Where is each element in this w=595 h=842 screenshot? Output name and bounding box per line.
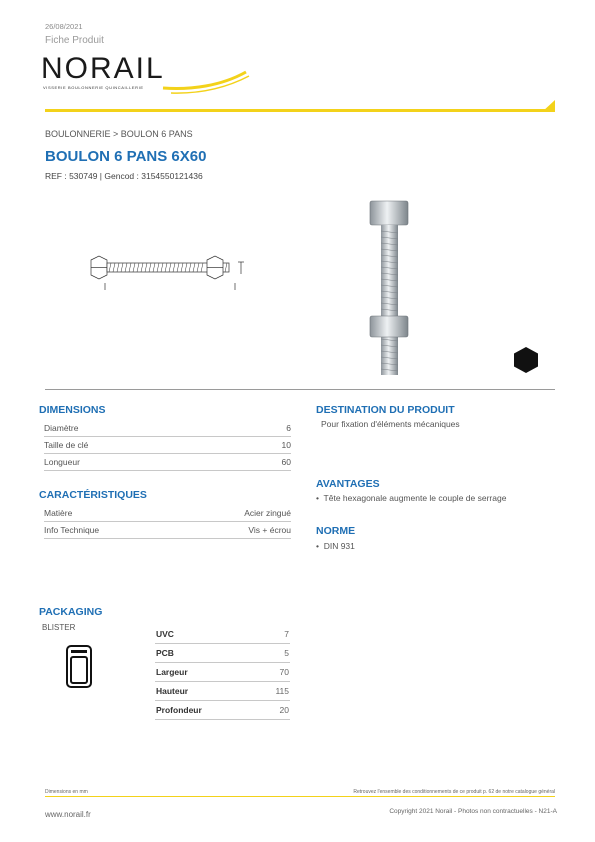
packaging-type: BLISTER [42, 623, 76, 632]
norme-text: DIN 931 [323, 541, 355, 551]
packaging-table [155, 625, 290, 720]
dimension-label: Taille de clé [44, 437, 248, 454]
caracteristique-label: Info Technique [44, 522, 178, 539]
table-row [155, 644, 290, 663]
bullet-glyph: • [316, 541, 324, 551]
logo-swoosh-icon [161, 60, 251, 96]
product-photo [355, 195, 425, 380]
document-type: Fiche Produit [45, 35, 104, 46]
breadcrumb: BOULONNERIE > BOULON 6 PANS [45, 129, 193, 139]
footer-divider [45, 796, 555, 797]
packaging-value: 115 [257, 682, 290, 701]
dimension-label: Longueur [44, 454, 248, 471]
caracteristiques-title: CARACTÉRISTIQUES [39, 489, 147, 501]
dimensions-title: DIMENSIONS [39, 404, 106, 416]
packaging-value: 70 [257, 663, 290, 682]
norail-logo [41, 52, 251, 102]
logo-tagline: VISSERIE BOULONNERIE QUINCAILLERIE [43, 85, 144, 90]
destination-title: DESTINATION DU PRODUIT [316, 404, 455, 416]
product-title: BOULON 6 PANS 6X60 [45, 148, 207, 165]
table-row [44, 437, 291, 454]
table-row [155, 682, 290, 701]
caracteristique-value: Vis + écrou [178, 522, 291, 539]
avantage-text: Tête hexagonale augmente le couple de serrage [323, 493, 507, 503]
document-date: 26/08/2021 [45, 22, 83, 31]
avantages-title: AVANTAGES [316, 478, 380, 490]
avantage-item [316, 493, 506, 503]
bolt-technical-drawing [85, 250, 250, 295]
packaging-label: Hauteur [155, 682, 257, 701]
hexagon-icon [512, 346, 540, 374]
packaging-label: Largeur [155, 663, 257, 682]
table-row [155, 701, 290, 720]
caracteristique-value: Acier zingué [178, 505, 291, 522]
norme-title: NORME [316, 525, 356, 537]
dimensions-table [44, 420, 291, 471]
table-row [44, 505, 291, 522]
dimensions-note: Dimensions en mm [45, 789, 88, 795]
packaging-label: PCB [155, 644, 257, 663]
norme-item [316, 541, 355, 551]
header-yellow-band [45, 100, 555, 112]
caracteristique-label: Matière [44, 505, 178, 522]
packaging-value: 7 [257, 625, 290, 644]
dimension-value: 10 [248, 437, 291, 454]
packaging-title: PACKAGING [39, 606, 103, 618]
bullet-glyph: • [316, 493, 324, 503]
logo-text: NORAIL [41, 52, 165, 85]
dimension-label: Diamètre [44, 420, 248, 437]
blister-icon [66, 645, 92, 688]
table-row [155, 663, 290, 682]
packaging-value: 20 [257, 701, 290, 720]
table-row [44, 420, 291, 437]
packaging-value: 5 [257, 644, 290, 663]
table-row [155, 625, 290, 644]
dimension-value: 60 [248, 454, 291, 471]
table-row [44, 454, 291, 471]
packaging-label: UVC [155, 625, 257, 644]
website-link[interactable]: www.norail.fr [45, 810, 91, 819]
packaging-label: Profondeur [155, 701, 257, 720]
product-reference: REF : 530749 | Gencod : 3154550121436 [45, 171, 203, 181]
destination-text: Pour fixation d'éléments mécaniques [321, 419, 460, 429]
dimension-value: 6 [248, 420, 291, 437]
copyright: Copyright 2021 Norail - Photos non contractuelles - N21-A [389, 808, 557, 815]
section-divider [45, 389, 555, 390]
caracteristiques-table [44, 505, 291, 539]
table-row [44, 522, 291, 539]
catalog-note: Retrouvez l'ensemble des conditionnements de ce produit p. 62 de notre catalogue général [353, 789, 555, 795]
